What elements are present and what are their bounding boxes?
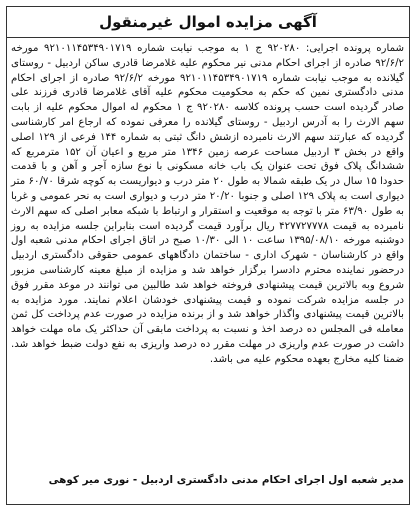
notice-frame bbox=[6, 6, 410, 505]
title-bar bbox=[7, 7, 409, 37]
notice-body: شماره پرونده اجرایی: ۹۲۰۲۸۰ ج ۱ به موجب نیابت شماره ۹۲۱۰۱۱۴۵۳۴۹۰۱۷۱۹ مورخه ۹۲/۶/۲ صادره از اجرای احکام مدنی نیر محکوم علیه غلامرضا قادری ساکن اردبیل - روستای گیلانده به موجب نیابت شماره ۹۲۱۰۱۱۴۵۳۴۹۰۱۷۱۹ مورخه ۹۲/۶/۲ صادره از اجرای احکام مدنی دادگستری نمین که حکم به محکومیت محکوم علیه آقای غلامرضا قادری فرزند علی صادر گردیده است حسب پرونده کلاسه ۹۲۰۲۸۰ ج ۱ محکوم له اموال محکوم علیه از بابت سهم الارث را به آدرس اردبیل - روستای گیلانده را معرفی نموده که ارجاع امر کارشناسی گردیده که عبارتند سهم الارث نامبرده ازشش دانگ ثبتی به شماره ۱۴۴ فرعی از ۱۲۹ اصلی واقع در بخش ۳ اردبیل مساحت عرصه زمین ۱۳۴۶ متر مربع و اعیان آن ۱۵۲ مترمربع که ششدانگ پلاک فوق تحت عنوان یک باب خانه مسکونی با نوع سازه آجر و آهن و با قدمت حدودا ۱۵ سال در یک طبقه شمالا به طول ۲۰ متر درب و دیواریست به کوچه شرقا ۶۰/۷۰ متر دیواری است به پلاک ۱۲۹ اصلی و جنوبا ۲۰/۲۰ متر درب و دیواری است به نحر عمومی و غربا به طول ۶۳/۹۰ متر با توجه به موقعیت و استقرار و ارتباط با شبکه معابر اصلی که سهم الارث نامبرده به قیمت ۴۲۷۷۲۷۷۷۸ ریال برآورد قیمت گردیده است بنابراین جلسه مزایده به روز دوشنبه مورخه ۱۳۹۵/۰۸/۱۰ ساعت ۱۰ الی ۱۰/۳۰ صبح در اتاق اجرای احکام مدنی شعبه اول واقع در کارشناسان - شهرک اداری - ساختمان دادگاههای عمومی حقوقی دادگستری اردبیل درحضور نماینده محترم دادسرا برگزار خواهد شد و مزایده از مبلغ معینه کارشناسی مزبور شروع وبه بالاترین قیمت پیشنهادی فروخته خواهد شد طالبین می توانند در موعد مقرر فوق در جلسه مزایده شرکت نموده و قیمت پیشنهادی خودشان اعلام نمایند. مورد مزایده به بالاترین قیمت پیشنهادی واگذار خواهد شد و از برنده مزایده در صورت عدم پرداخت کل ثمن معامله فی المجلس ده درصد اخذ و نسبت به پرداخت مابقی آن حداکثر یک ماه مهلت خواهد داشت در صورت عدم واریزی در مهلت مقرر ده درصد واریزی به نفع دولت ضبط خواهد شد. ضمنا کلیه مخارج بعهده محکوم علیه می باشد. bbox=[11, 43, 405, 365]
notice-signature: مدیر شعبه اول اجرای احکام مدنی دادگستری اردبیل - نوری میر کوهی bbox=[48, 474, 404, 486]
title-divider bbox=[7, 37, 409, 38]
notice-title: آگهی مزایده اموال غیرمنقول bbox=[99, 12, 317, 31]
